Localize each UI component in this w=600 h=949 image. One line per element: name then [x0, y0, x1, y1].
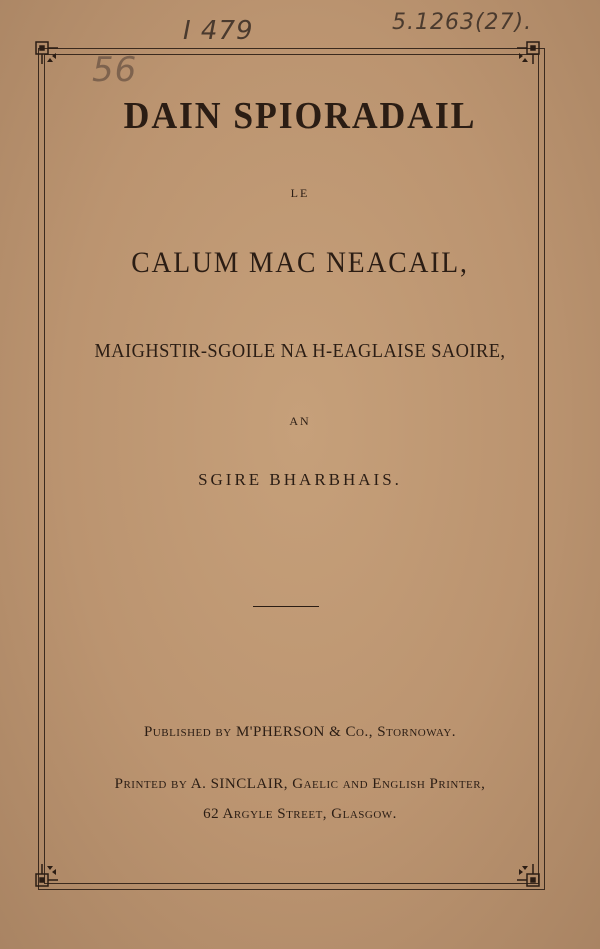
corner-ornament-icon — [515, 36, 545, 66]
corner-ornament-icon — [30, 862, 60, 892]
corner-ornament-icon — [515, 862, 545, 892]
author-name: CALUM MAC NEACAIL, — [131, 246, 469, 279]
author-role: MAIGHSTIR-SGOILE NA H-EAGLAISE SAOIRE, — [94, 340, 506, 362]
handwritten-number: 56 — [92, 50, 138, 90]
in-word: AN — [289, 414, 311, 428]
printer-line: Printed by A. SINCLAIR, Gaelic and English Printer, — [114, 776, 486, 792]
divider-rule — [253, 606, 319, 607]
by-word: LE — [290, 186, 310, 200]
book-title: DAIN SPIORADAIL — [123, 95, 477, 137]
parish-name: SGIRE BHARBHAIS. — [198, 470, 402, 489]
printer-address: 62 Argyle Street, Glasgow. — [203, 806, 397, 822]
inner-border — [44, 54, 539, 884]
handwritten-shelfmark: I 479 — [183, 16, 254, 46]
corner-ornament-icon — [30, 36, 60, 66]
handwritten-shelfmark: 5.1263(27). — [392, 10, 533, 35]
publisher-line: Published by M'PHERSON & Co., Stornoway. — [143, 724, 457, 740]
